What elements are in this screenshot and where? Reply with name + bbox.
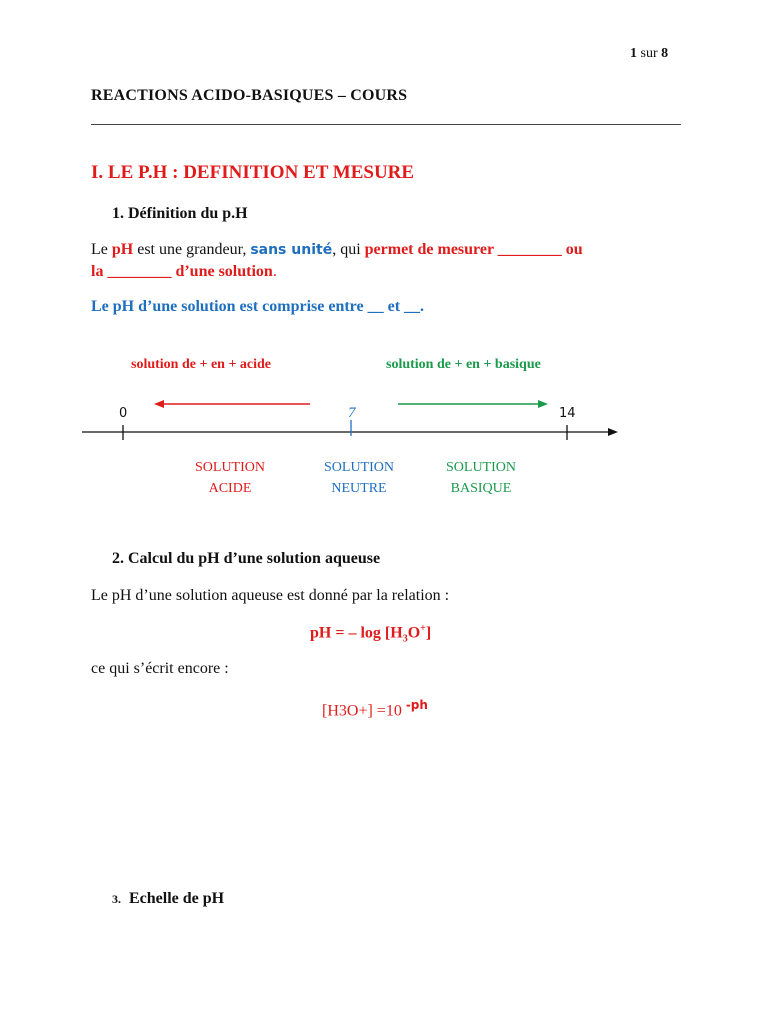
page-sep: sur xyxy=(640,46,658,61)
section-1-heading: I. LE P.H : DEFINITION ET MESURE xyxy=(91,162,415,183)
category-acid xyxy=(180,457,280,499)
def-measure-phrase: permet de mesurer ________ ou xyxy=(364,241,583,258)
subsection-1-heading xyxy=(112,205,248,223)
category-acid-line1: SOLUTION xyxy=(195,460,265,475)
subsection-3-title: Echelle de pH xyxy=(129,890,225,907)
def-text-3: , qui xyxy=(332,241,365,258)
page-number xyxy=(630,46,668,62)
base-arrow-head xyxy=(538,400,548,408)
def-ph-term: pH xyxy=(111,241,134,258)
definition-line-1 xyxy=(91,241,583,259)
page-current: 1 xyxy=(630,46,637,61)
subsection-3-number: 3. xyxy=(112,892,121,906)
def-text-2: est une grandeur, xyxy=(133,241,251,258)
ph-scale-diagram xyxy=(0,380,768,460)
def-unitless-term: sans unité xyxy=(250,242,333,258)
tick-label-7: 7 xyxy=(348,405,356,421)
def-period: . xyxy=(272,263,277,280)
category-neutral-line1: SOLUTION xyxy=(324,460,394,475)
concentration-formula xyxy=(322,698,428,720)
acid-arrow-head xyxy=(154,400,164,408)
base-direction-label: solution de + en + basique xyxy=(386,357,541,372)
ph-formula-end: ] xyxy=(425,624,432,642)
ph-formula-superscript: + xyxy=(420,623,426,634)
conc-formula-exponent: -ph xyxy=(405,698,428,712)
def-measure-phrase-2: la ________ d’une solution xyxy=(91,263,273,280)
subsection-1-title: . Définition du p.H xyxy=(120,205,248,222)
category-neutral-line2: NEUTRE xyxy=(331,481,387,496)
relation-intro: Le pH d’une solution aqueuse est donné par la relation : xyxy=(91,587,450,604)
ph-formula-oxygen: O xyxy=(407,624,421,642)
subsection-2-title: . Calcul du pH d’une solution aqueuse xyxy=(120,550,381,567)
category-base xyxy=(426,457,536,499)
def-text-1: Le xyxy=(91,241,112,258)
ph-formula-subscript: 3 xyxy=(402,633,408,645)
subsection-1-number: 1 xyxy=(112,205,120,222)
conc-formula-base: 10 xyxy=(385,702,406,720)
tick-label-14: 14 xyxy=(559,406,576,421)
conc-formula-lhs: [H3O+] = xyxy=(322,702,386,720)
ph-range-statement: Le pH d’une solution est comprise entre __ et __. xyxy=(91,298,425,315)
page-total: 8 xyxy=(661,46,669,61)
restate-text: ce qui s’écrit encore : xyxy=(91,660,229,677)
category-base-line2: BASIQUE xyxy=(450,481,512,496)
document-title: REACTIONS ACIDO-BASIQUES – COURS xyxy=(91,87,408,104)
tick-label-0: 0 xyxy=(119,406,128,421)
ph-axis-arrow-head xyxy=(608,428,618,436)
acid-direction-label: solution de + en + acide xyxy=(131,357,272,372)
subsection-2-heading xyxy=(112,550,380,568)
category-neutral xyxy=(309,457,409,499)
ph-formula-lhs: pH = – log [H xyxy=(310,624,403,642)
ph-formula xyxy=(310,623,431,645)
subsection-3-heading xyxy=(112,890,224,908)
category-acid-line2: ACIDE xyxy=(208,481,252,496)
definition-line-2 xyxy=(91,263,277,281)
title-divider xyxy=(91,124,681,125)
category-base-line1: SOLUTION xyxy=(446,460,516,475)
subsection-2-number: 2 xyxy=(112,550,120,567)
